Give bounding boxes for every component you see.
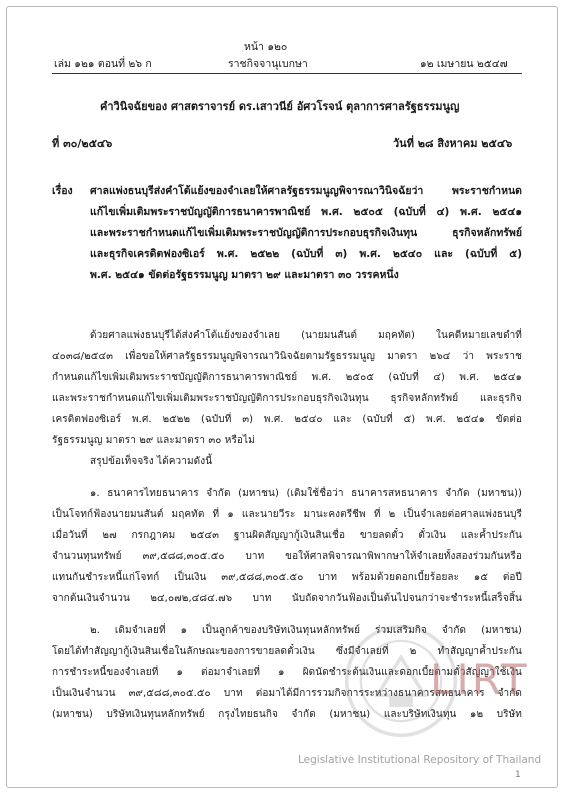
body-line: ๔๐๓๘/๒๕๔๓ เพื่อขอให้ศาลรัฐธรรมนูญพิจารณาวินิจฉัยตามรัฐธรรมนูญ มาตรา ๒๖๔ ว่า พระราช: [52, 351, 522, 362]
lirt-logo: LIRT: [430, 655, 530, 704]
body-line: (มหาชน) บริษัทเงินทุนหลักทรัพย์ กรุงไทยธนกิจ จำกัด (มหาชน) และบริษัทเงินทุน ๑๒ บริษัท: [52, 709, 522, 720]
ruling-date: วันที่ ๒๘ สิงหาคม ๒๕๔๖: [393, 137, 513, 150]
subject-line: แก้ไขเพิ่มเติมพระราชบัญญัติการธนาคารพาณิชย์ พ.ศ. ๒๕๐๕ (ฉบับที่ ๔) พ.ศ. ๒๕๔๑: [90, 206, 522, 218]
body-line: เป็นเงินจำนวน ๓๙,๕๘๘,๓๐๕.๕๐ บาท ต่อมาได้มีการรวมกิจการระหว่างธนาคารสหธนาคาร จำกัด: [52, 688, 522, 699]
body-line: กำหนดแก้ไขเพิ่มเติมพระราชบัญญัติการธนาคารพาณิชย์ พ.ศ. ๒๕๐๕ (ฉบับที่ ๔) พ.ศ. ๒๕๔๑: [52, 372, 522, 383]
lirt-caption: Legislative Institutional Repository of Thailand: [298, 754, 542, 766]
body-line: เป็นโจทก์ฟ้องนายมนสันต์ มฤคทัต ที่ ๑ และนายวีระ มานะคงตรีชีพ ที่ ๒ เป็นจำเลยต่อศาลแพ่งธนบุรี: [52, 509, 522, 520]
body-line: เครดิตฟองซิเอร์ พ.ศ. ๒๕๒๒ (ฉบับที่ ๓) พ.ศ. ๒๕๔๐ และ (ฉบับที่ ๕) พ.ศ. ๒๕๔๑ ขัดต่อ: [52, 414, 522, 425]
subject-line: พ.ศ. ๒๕๔๑ ขัดต่อรัฐธรรมนูญ มาตรา ๒๙ และมาตรา ๓๐ วรรคหนึ่ง: [90, 269, 399, 281]
subject-line: ศาลแพ่งธนบุรีส่งคำโต้แย้งของจำเลยให้ศาลรัฐธรรมนูญพิจารณาวินิจฉัยว่า พระราชกำหนด: [90, 185, 522, 197]
subject-line: และธุรกิจเครดิตฟองซิเอร์ พ.ศ. ๒๕๒๒ (ฉบับที่ ๓) พ.ศ. ๒๕๔๐ และ (ฉบับที่ ๕): [90, 248, 522, 260]
body-line: การชำระหนี้ของจำเลยที่ ๑ ต่อมาจำเลยที่ ๑ ผิดนัดชำระต้นเงินและดอกเบี้ยตามตั๋วสัญญาใช้เงิน: [52, 667, 522, 678]
body-line: เมื่อวันที่ ๒๗ กรกฎาคม ๒๕๔๓ ฐานผิดสัญญากู้เงินสินเชื่อ ขายลดตั๋ว ตั๋วเงิน และค้ำประกัน: [52, 530, 522, 541]
body-line: จำนวนทุนทรัพย์ ๓๙,๕๘๘,๓๐๕.๕๐ บาท ขอให้ศาลพิจารณาพิพากษาให้จำเลยทั้งสองร่วมกันหรือ: [52, 551, 522, 562]
body-line: จากต้นเงินจำนวน ๒๔,๐๗๒,๔๘๔.๗๖ บาท นับถัดจากวันฟ้องเป็นต้นไปจนกว่าจะชำระหนี้เสร็จสิ้น: [52, 593, 522, 604]
subject-label: เรื่อง: [52, 185, 73, 197]
page-number-label: หน้า ๑๒๐: [244, 41, 288, 53]
body-line: และพระราชกำหนดแก้ไขเพิ่มเติมพระราชบัญญัติการประกอบธุรกิจเงินทุน ธุรกิจหลักทรัพย์ และธุรกิจ: [52, 393, 522, 404]
body-line: ๒. เดิมจำเลยที่ ๑ เป็นลูกค้าของบริษัทเงินทุนหลักทรัพย์ ร่วมเสริมกิจ จำกัด (มหาชน): [90, 625, 522, 636]
page-marker: 1: [515, 770, 521, 780]
body-line: ๑. ธนาคารไทยธนาคาร จำกัด (มหาชน) (เดิมใช้ชื่อว่า ธนาคารสหธนาคาร จำกัด (มหาชน)): [90, 488, 522, 499]
gazette-date: ๑๒ เมษายน ๒๕๔๗: [420, 58, 508, 70]
body-line: สรุปข้อเท็จจริง ได้ความดังนี้: [90, 456, 213, 467]
header-rule: [52, 73, 522, 74]
gazette-publication: ราชกิจจานุเบกษา: [228, 58, 308, 70]
document-title: คำวินิจฉัยของ ศาสตราจารย์ ดร.เสาวนีย์ อัศวโรจน์ ตุลาการศาลรัฐธรรมนูญ: [100, 100, 460, 113]
body-line: ด้วยศาลแพ่งธนบุรีได้ส่งคำโต้แย้งของจำเลย (นายมนสันต์ มฤคทัต) ในคดีหมายเลขดำที่: [90, 330, 522, 341]
subject-line: และพระราชกำหนดแก้ไขเพิ่มเติมพระราชบัญญัติการประกอบธุรกิจเงินทุน ธุรกิจหลักทรัพย์: [90, 227, 522, 239]
body-line: โดยได้ทำสัญญากู้เงินสินเชื่อในลักษณะของการขายลดตั๋วเงิน ซึ่งมีจำเลยที่ ๒ ทำสัญญาค้ำประกัน: [52, 646, 522, 657]
gazette-volume: เล่ม ๑๒๑ ตอนที่ ๒๖ ก: [54, 58, 152, 70]
body-line: แทนกันชำระหนี้แก่โจทก์ เป็นเงิน ๓๙,๕๘๘,๓๐๕.๕๐ บาท พร้อมด้วยดอกเบี้ยร้อยละ ๑๕ ต่อปี: [52, 572, 522, 583]
ruling-number: ที่ ๓๐/๒๕๔๖: [52, 137, 113, 150]
body-line: รัฐธรรมนูญ มาตรา ๒๙ และมาตรา ๓๐ หรือไม่: [52, 435, 255, 446]
